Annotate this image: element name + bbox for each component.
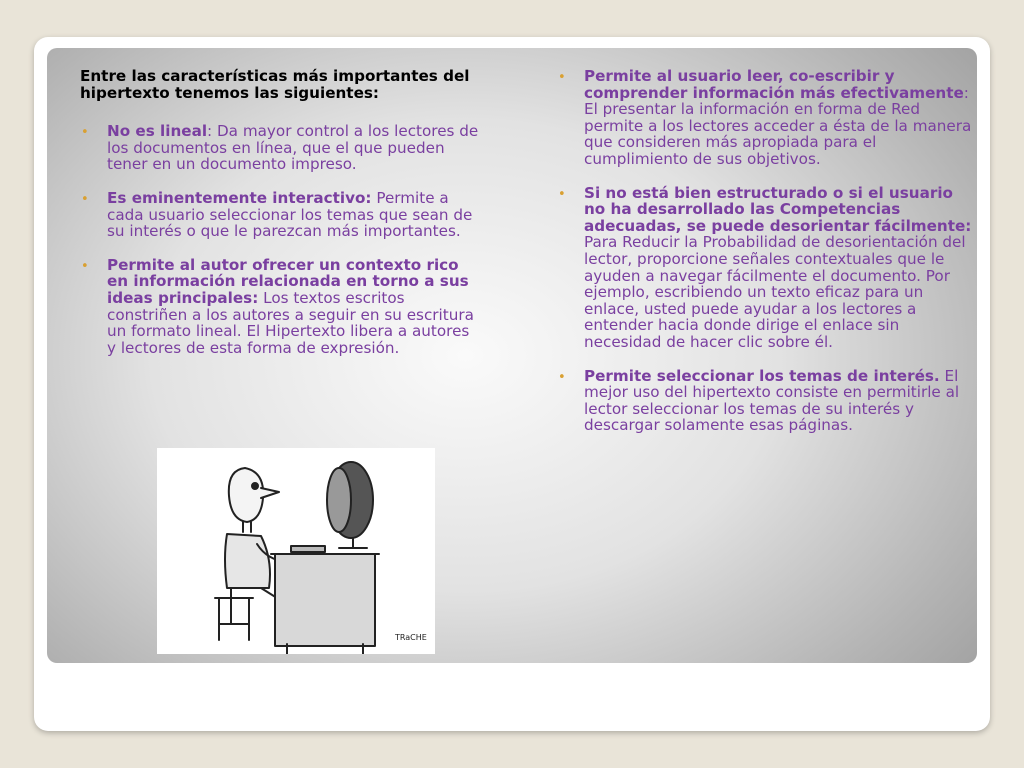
left-column [80, 68, 500, 373]
bullet-body: El mejor uso del hipertexto consiste en permitirle al lector seleccionar los temas de su interés y descargar solamente esas páginas. [584, 366, 960, 435]
bullet-dot-icon: • [558, 369, 566, 385]
bullet-dot-icon: • [558, 70, 566, 85]
bullet-dot-icon: • [81, 258, 89, 274]
bullet-body: Para Reducir la Probabilidad de desorientación del lector, proporcione señales contextuales que le ayuden a navegar fácilmente el documento. Por ejemplo, escribiendo un texto eficaz para un enlace, usted puede ayudar a los lectores a entender hacia donde dirige el enlace sin necesidad de hacer clic sobre él. [584, 233, 966, 351]
bullet-title: Es eminentemente interactivo: [107, 188, 372, 207]
bullet-dot-icon: • [81, 191, 89, 207]
bullet-body: : Da mayor control a los lectores de los documentos en línea, que el que pueden tener en un documento impreso. [107, 122, 479, 174]
right-column [557, 68, 972, 451]
bullet-item [557, 368, 974, 434]
bullet-item [80, 190, 482, 240]
bullet-item [80, 123, 482, 173]
bullet-dot-icon: • [558, 186, 566, 202]
bullet-body: Permite a cada usuario seleccionar los temas que sean de su interés o que le parezcan más importantes. [107, 188, 473, 241]
bullet-item [80, 257, 482, 357]
bullet-title: Permite al autor ofrecer un contexto rico en información relacionada en torno a sus ideas principales: [107, 255, 469, 307]
cartoon-image [157, 448, 435, 654]
bullet-title: No es lineal [107, 122, 208, 141]
bullet-title: Permite al usuario leer, co-escribir y comprender información más efectivamente [584, 67, 964, 102]
bullet-dot-icon: • [81, 125, 89, 141]
cartoon-signature: TRaCHE [395, 633, 427, 642]
bullet-title: Permite seleccionar los temas de interés. [584, 366, 940, 385]
cartoon-drawing [157, 448, 435, 654]
intro-text: Entre las características más importantes del hipertexto tenemos las siguientes: [80, 67, 470, 102]
bullet-item [557, 68, 974, 168]
bullet-item [557, 185, 974, 351]
bullet-body: Los textos escritos constriñen a los autores a seguir en su escritura un formato lineal. El Hipertexto libera a autores y lectores de esta forma de expresión. [107, 288, 474, 357]
bullet-title: Si no está bien estructurado o si el usuario no ha desarrollado las Competencias adecuadas, se puede desorientar fácilmente: [584, 183, 972, 235]
bullet-body: : El presentar la información en forma de Red permite a los lectores acceder a ésta de la manera que consideren más apropiada para el cumplimiento de sus objetivos. [584, 83, 972, 168]
